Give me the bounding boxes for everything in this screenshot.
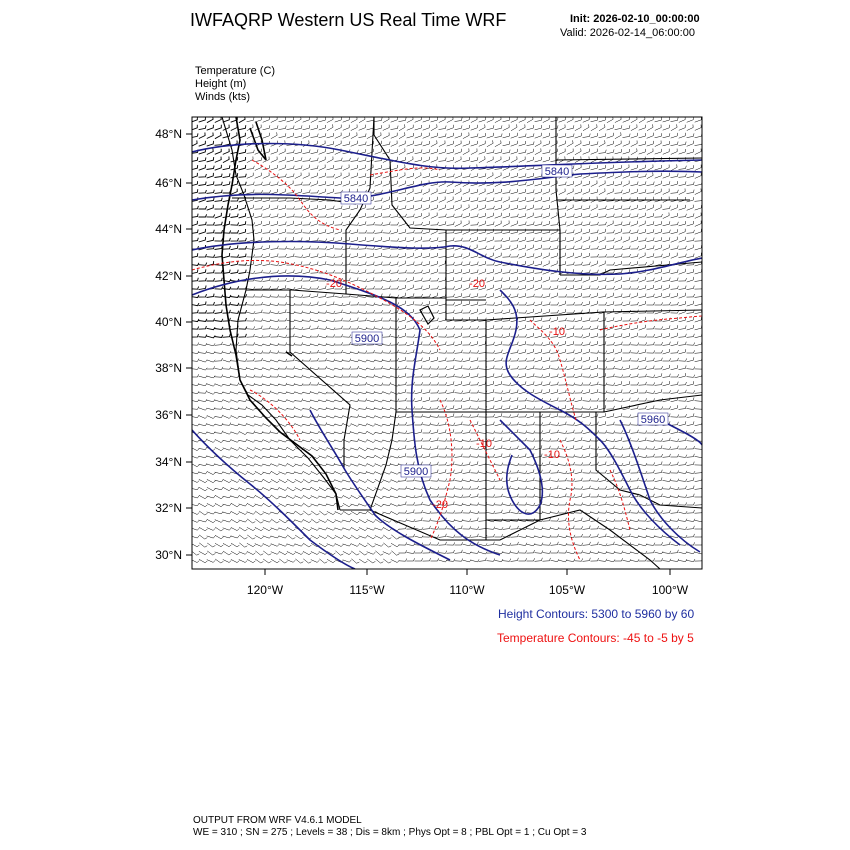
lat-label-44: 44°N bbox=[155, 222, 182, 236]
height-label-5840-west: 5840 bbox=[343, 193, 369, 205]
temp-label-west: -20 bbox=[326, 278, 342, 290]
temp-label-wyoming: -20 bbox=[469, 278, 485, 290]
model-info: OUTPUT FROM WRF V4.6.1 MODEL bbox=[193, 815, 362, 826]
lat-label-38: 38°N bbox=[155, 361, 182, 375]
init-time: Init: 2026-02-10_00:00:00 bbox=[570, 13, 700, 25]
lat-label-42: 42°N bbox=[155, 269, 182, 283]
lat-label-40: 40°N bbox=[155, 315, 182, 329]
temperature-contours-note: Temperature Contours: -45 to -5 by 5 bbox=[497, 631, 694, 645]
lon-label-115: 115°W bbox=[349, 583, 385, 597]
field-height-label: Height (m) bbox=[195, 78, 247, 90]
lon-label-120: 120°W bbox=[246, 583, 284, 597]
lat-label-30: 30°N bbox=[155, 548, 182, 562]
lon-label-110: 110°W bbox=[449, 583, 485, 597]
lon-label-100: 100°W bbox=[651, 583, 689, 597]
height-label-5960: 5960 bbox=[640, 414, 666, 426]
height-label-5900-south: 5900 bbox=[403, 466, 429, 478]
temp-label-arizona: -20 bbox=[432, 499, 448, 511]
model-options: WE = 310 ; SN = 275 ; Levels = 38 ; Dis = 8km ; Phys Opt = 8 ; PBL Opt = 1 ; Cu Opt = 3 bbox=[193, 827, 587, 838]
latitude-axis bbox=[155, 127, 192, 562]
longitude-axis bbox=[247, 569, 689, 597]
chart-title: IWFAQRP Western US Real Time WRF bbox=[190, 10, 507, 30]
lat-label-46: 46°N bbox=[155, 176, 182, 190]
lon-label-105: 105°W bbox=[548, 583, 586, 597]
lat-label-36: 36°N bbox=[155, 408, 182, 422]
field-temperature-label: Temperature (C) bbox=[195, 65, 276, 77]
field-winds-label: Winds (kts) bbox=[195, 91, 250, 103]
temp-label-texas: -10 bbox=[544, 449, 560, 461]
temp-label-colorado: -10 bbox=[549, 326, 565, 338]
lat-label-34: 34°N bbox=[155, 455, 182, 469]
height-label-5900-north: 5900 bbox=[354, 333, 380, 345]
height-label-5840-east: 5840 bbox=[544, 166, 570, 178]
valid-time: Valid: 2026-02-14_06:00:00 bbox=[560, 27, 695, 39]
lat-label-32: 32°N bbox=[155, 501, 182, 515]
temp-label-newmexico: -10 bbox=[476, 438, 492, 450]
lat-label-48: 48°N bbox=[155, 127, 182, 141]
height-contours-note: Height Contours: 5300 to 5960 by 60 bbox=[498, 607, 695, 621]
